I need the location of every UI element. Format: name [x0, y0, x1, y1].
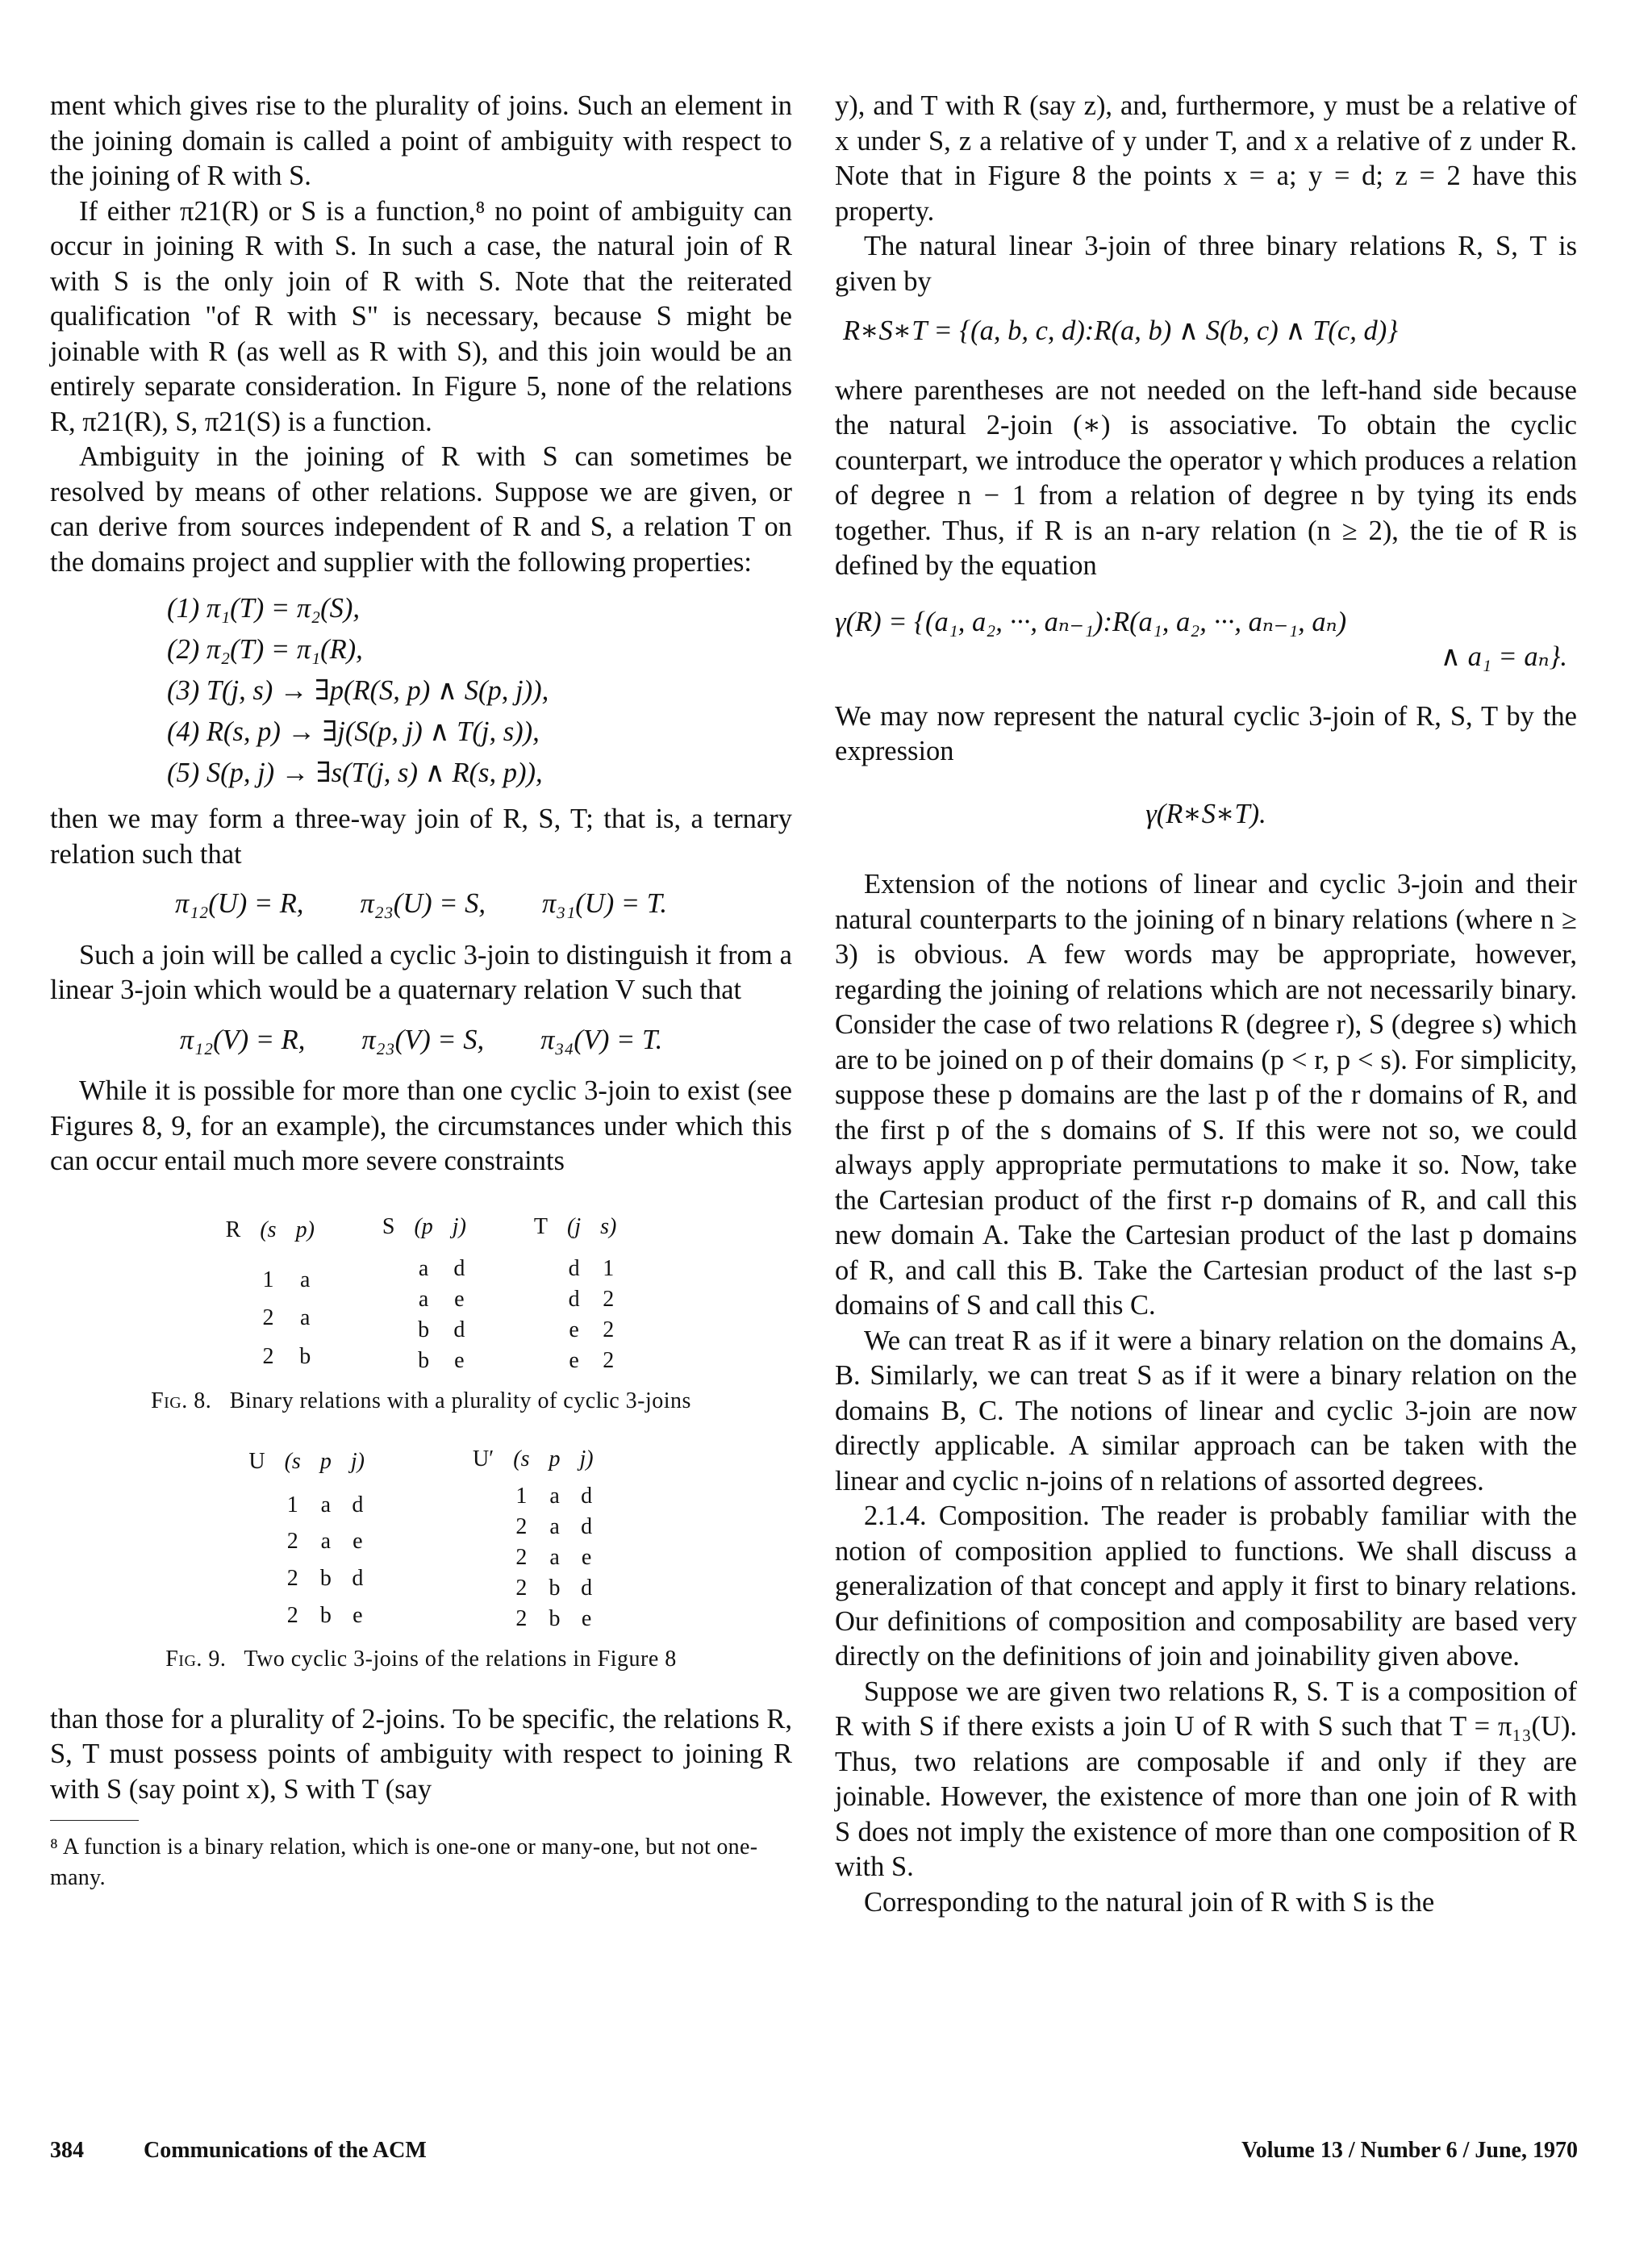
paragraph: The natural linear 3-join of three binary relations R, S, T is given by [835, 231, 1577, 297]
equation-line: γ(R) = {(a₁, a₂, ···, aₙ₋₁):R(a₁, a₂, ···, aₙ₋₁, aₙ) [835, 606, 1347, 637]
paragraph: Suppose we are given two relations R, S. T is a composition of R with S if there exists a join U of R with S such that T = π₁₃(U). Thus, two relations are composable if and only if they are joinable. However, the existence of more than one join of R with S does not imply the existence of more than one composition of R with S. [835, 1676, 1577, 1882]
paragraph: ment which gives rise to the plurality of joins. Such an element in the joining domain is called a point of ambiguity with respect to the joining of R with S. [50, 90, 792, 191]
table-header: U (s p j) [239, 1444, 374, 1481]
right-column [835, 89, 1577, 1920]
table-row: 1 a [262, 1267, 311, 1292]
relation-name: R [225, 1217, 241, 1243]
paragraph: Extension of the notions of linear and cyclic 3-join and their natural counterparts to the joining of n binary relations (where n ≥ 3) is obvious. A few words may be appropriate, however, regarding the joining of relations which are not necessarily binary. Consider the case of two relations R (degree r), S (degree s) which are to be joined on p of their domains (p < r, p < s). For simplicity, suppose these p domains are the last p of the r domains of R, and the first p of the s domains of S. If this were not so, we could always apply appropriate permutations to make it so. Now, take the Cartesian product of the first r-p domains of R, and call this new domain A. Take the Cartesian product of the last p domains of R, and call this B. Take the Cartesian product of the last s-p domains of S and call this C. [835, 869, 1577, 1321]
figure-caption-text: Binary relations with a plurality of cyclic 3-joins [229, 1388, 691, 1413]
table-row: b e [418, 1347, 465, 1373]
table-row: 2 a [262, 1305, 311, 1331]
column-header: p) [295, 1217, 315, 1243]
relation-table-s [373, 1212, 476, 1376]
footnote-rule [50, 1820, 139, 1821]
equation-term: π₂₃(U) = S, [360, 888, 486, 919]
property: (2) π₂(T) = π₁(R), [167, 634, 363, 665]
table-row: b d [418, 1317, 465, 1342]
figure-label: Fig. 8. [151, 1388, 212, 1413]
figure-caption [50, 1644, 792, 1675]
table-row: e 2 [569, 1317, 615, 1342]
paragraph: where parentheses are not needed on the left-hand side because the natural 2-join (∗) is associative. To obtain the cyclic counterpart, we introduce the operator γ which produces a relation of degree n − 1 from a relation of degree n by tying its ends together. Thus, if R is an n-ary relation (n ≥ 2), the tie of R is defined by the equation [835, 374, 1577, 581]
equation-term: π₃₁(U) = T. [542, 888, 667, 919]
equation-cyclic-join: γ(R∗S∗T). [1145, 798, 1266, 829]
figure-8 [50, 1212, 792, 1417]
equation-term: π₁₂(U) = R, [175, 888, 304, 919]
table-row: 2 a d [515, 1513, 593, 1539]
equation-cyclic [50, 887, 792, 922]
table-row: 2 b d [515, 1575, 593, 1601]
paragraph: 2.1.4. Composition. The reader is probably familiar with the notion of composition applied to functions. We shall discuss a generalization of that concept and apply it first to binary relations. Our definitions of composition and composability are based very directly on the definitions of join and joinability given above. [835, 1501, 1577, 1672]
table-row: a d [418, 1255, 465, 1281]
equation-linear-join: R∗S∗T = {(a, b, c, d):R(a, b) ∧ S(b, c) ∧ T(c, d)} [843, 315, 1399, 346]
journal-name: Communications of the ACM [144, 2138, 427, 2163]
table-row: e 2 [569, 1347, 615, 1373]
paragraph: Such a join will be called a cyclic 3-join to distinguish it from a linear 3-join which would be a quaternary relation V such that [50, 939, 792, 1005]
relation-table-u-prime [463, 1444, 603, 1634]
table-row: 2 b [262, 1343, 311, 1369]
equation-line: ∧ a₁ = aₙ}. [1440, 641, 1567, 672]
column-header: (s [260, 1217, 277, 1243]
column-header: (p [414, 1213, 433, 1239]
table-header: U′ (s p j) [463, 1444, 603, 1475]
paragraph: We can treat R as if it were a binary relation on the domains A, B. Similarly, we can treat S as if it were a binary relation on the domains B, C. The notions of linear and cyclic 3-join are now directly applicable. A similar approach can be taken with the linear and cyclic n-joins of n relations of assorted degrees. [835, 1325, 1577, 1496]
column-header: s) [600, 1213, 617, 1239]
figure-caption [50, 1386, 792, 1417]
paragraph: We may now represent the natural cyclic 3-join of R, S, T by the expression [835, 700, 1577, 766]
relation-table-t [524, 1212, 626, 1376]
table-row: 2 b e [515, 1605, 592, 1631]
table-header [216, 1212, 324, 1250]
property: (4) R(s, p) → ∃j(S(p, j) ∧ T(j, s)), [167, 716, 540, 747]
paragraph: y), and T with R (say z), and, furthermore, y must be a relative of x under S, z a relative of y under T, and x a relative of z under R. Note that in Figure 8 the points x = a; y = d; z = 2 have this property. [835, 90, 1577, 227]
table-header [373, 1212, 476, 1242]
relation-table-r [216, 1212, 324, 1376]
page-number: 384 [50, 2138, 84, 2163]
page-footer-left [50, 2138, 427, 2164]
property: (1) π₁(T) = π₂(S), [167, 593, 360, 624]
table-row: 1 a d [515, 1483, 593, 1509]
relation-name: U [248, 1449, 265, 1475]
table-row: a e [418, 1286, 465, 1312]
table-row: 2 a e [286, 1529, 363, 1555]
relation-name: T [533, 1213, 549, 1239]
figure-label: Fig. 9. [165, 1646, 227, 1672]
table-row: d 1 [568, 1255, 615, 1281]
equation-term: π₁₂(V) = R, [179, 1024, 306, 1055]
equation-linear [50, 1023, 792, 1058]
paragraph: then we may form a three-way join of R, S, T; that is, a ternary relation such that [50, 804, 792, 870]
relation-name: U′ [472, 1446, 494, 1471]
figure-caption-text: Two cyclic 3-joins of the relations in Figure 8 [244, 1646, 677, 1672]
paragraph: Ambiguity in the joining of R with S can sometimes be resolved by means of other relations. Suppose we are given, or can derive from sources independent of R and S, a relation T on the domains project and supplier with the following properties: [50, 441, 792, 578]
paragraph: While it is possible for more than one cyclic 3-join to exist (see Figures 8, 9, for an example), the circumstances under which this can occur entail much more severe constraints [50, 1075, 792, 1176]
relation-name: S [382, 1213, 395, 1239]
column-header: (j [567, 1213, 582, 1239]
table-row: 2 b d [286, 1566, 364, 1592]
table-row: d 2 [568, 1286, 615, 1312]
issue-info: Volume 13 / Number 6 / June, 1970 [1241, 2138, 1578, 2163]
footnote: ⁸ A function is a binary relation, which is one-one or many-one, but not one-many. [50, 1835, 758, 1890]
equation-term: π₂₃(V) = S, [361, 1024, 485, 1055]
paragraph: Corresponding to the natural join of R with S is the [864, 1886, 1435, 1918]
column-header: j) [452, 1213, 466, 1239]
equation-tie [835, 605, 1577, 675]
table-row: 2 a e [515, 1544, 592, 1570]
properties-list [167, 588, 792, 794]
equation-term: π₃₄(V) = T. [540, 1024, 663, 1055]
table-header [524, 1212, 626, 1242]
paragraph: than those for a plurality of 2-joins. To be specific, the relations R, S, T must possess points of ambiguity with respect to joining R with S (say point x), S with T (say [50, 1703, 792, 1805]
table-row: 1 a d [286, 1492, 364, 1517]
table-row: 2 b e [286, 1602, 363, 1628]
relation-table-u [239, 1444, 374, 1634]
property: (5) S(p, j) → ∃s(T(j, s) ∧ R(s, p)), [167, 758, 543, 788]
property: (3) T(j, s) → ∃p(R(S, p) ∧ S(p, j)), [167, 675, 549, 706]
figure-9 [50, 1444, 792, 1675]
left-column [50, 89, 792, 1893]
paragraph: If either π21(R) or S is a function,⁸ no point of ambiguity can occur in joining R with S. In such a case, the natural join of R with S is the only join of R with S. Note that the reiterated qualification "of R with S" is necessary, because S might be joinable with R (as well as R with S), and this join would be an entirely separate consideration. In Figure 5, none of the relations R, π21(R), S, π21(S) is a function. [50, 195, 792, 437]
